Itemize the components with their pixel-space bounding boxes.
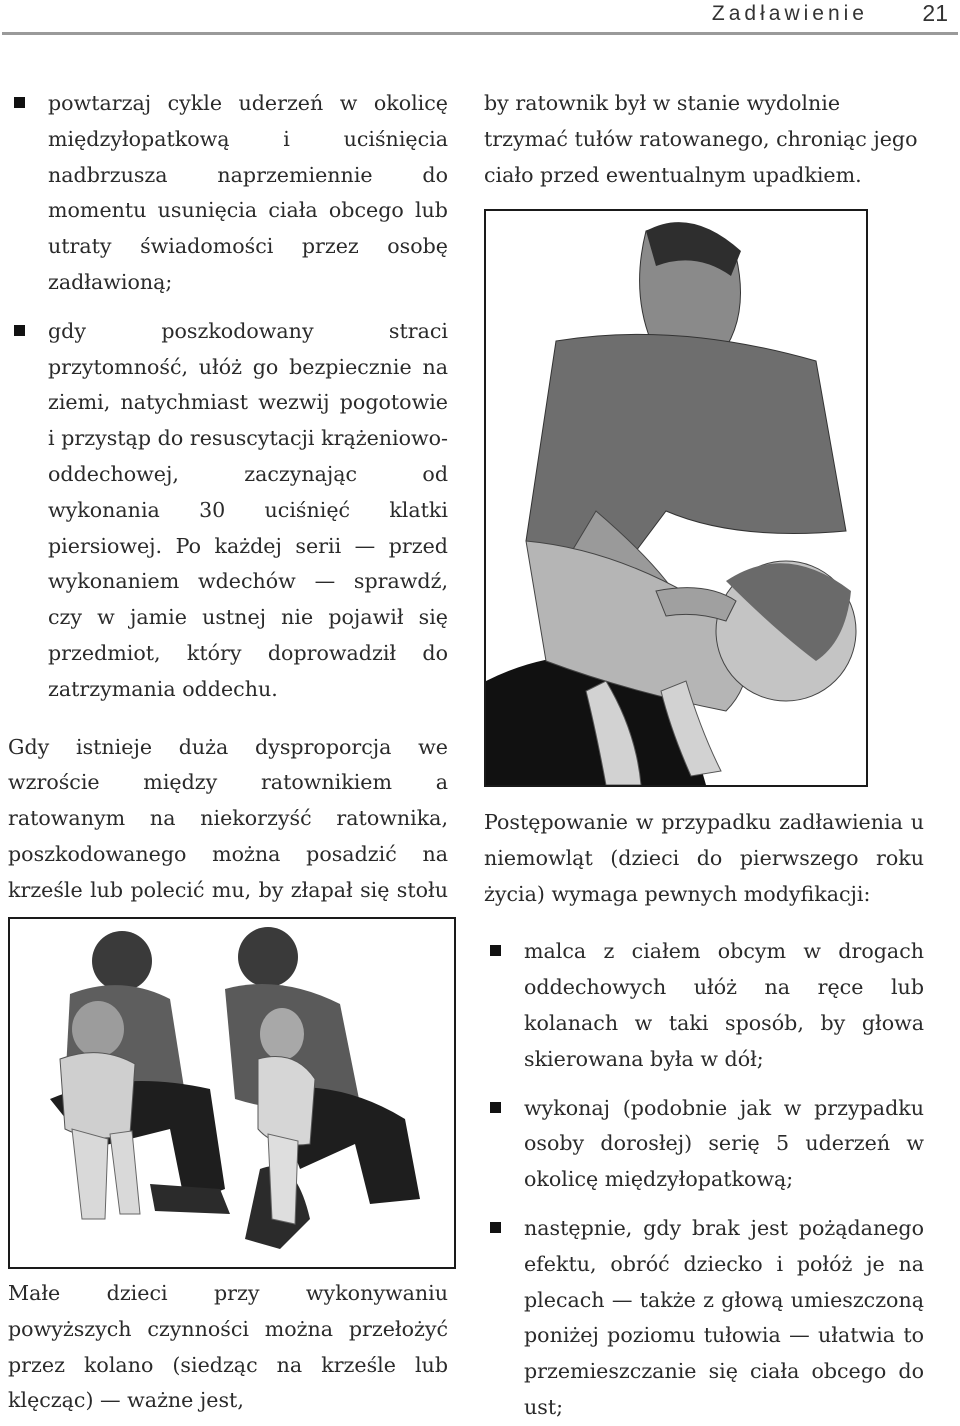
left-column bbox=[8, 86, 448, 1016]
list-item-text: następnie, gdy brak jest pożądanego efektu, obróć dziecko i połóż je na plecach — także z głową umieszczoną poniżej poziomu tułowia — ułatwia to przemieszczanie się ciała obcego do ust; bbox=[524, 1215, 924, 1419]
list-item-text: malca z ciałem obcym w drogach oddechowych ułóż na ręce lub kolanach w taki sposób, by głowa skierowana była w dół; bbox=[524, 939, 924, 1071]
illustration-child-over-knee bbox=[8, 917, 456, 1269]
illustration-child-held-forward bbox=[484, 209, 868, 787]
body-paragraph: by ratownik był w stanie wydolnie trzymać tułów ratowanego, chroniąc jego ciało przed ewentualnym upadkiem. bbox=[484, 91, 918, 187]
list-item-text: powtarzaj cykle uderzeń w okolicę międzyłopatkową i uciśnięcia nadbrzusza naprzemiennie do momentu usunięcia ciała obcego lub utraty świadomości przez osobę zadławioną; bbox=[48, 91, 448, 294]
list-item bbox=[484, 1091, 924, 1198]
bullet-square-icon bbox=[490, 1102, 501, 1113]
left-bottom-text bbox=[8, 1276, 448, 1419]
list-item bbox=[8, 314, 448, 708]
left-bullet-list bbox=[8, 86, 448, 708]
bullet-square-icon bbox=[14, 325, 25, 336]
right-lower-column bbox=[484, 805, 924, 1426]
bullet-square-icon bbox=[14, 97, 25, 108]
rescuer-illustration bbox=[10, 919, 454, 1267]
running-title: Zadławienie bbox=[711, 2, 868, 25]
right-bullet-list bbox=[484, 934, 924, 1425]
list-item bbox=[8, 86, 448, 301]
header-rule bbox=[2, 32, 958, 35]
list-item-text: gdy poszkodowany straci przytomność, ułóż go bezpiecznie na ziemi, natychmiast wezwij pogotowie i przystąp do resuscytacji krążeniowo-oddechowej, zaczynając od wykonania 30 uciśnięć klatki piersiowej. Po każdej serii — przed wykonaniem wdechów — sprawdź, czy w jamie ustnej nie pojawił się przedmiot, który doprowadził do zatrzymania oddechu. bbox=[48, 318, 448, 701]
right-column bbox=[484, 86, 924, 193]
page-header bbox=[0, 0, 960, 36]
bullet-square-icon bbox=[490, 1222, 501, 1233]
bullet-square-icon bbox=[490, 945, 501, 956]
page-number: 21 bbox=[922, 0, 948, 26]
rescuer-illustration bbox=[486, 211, 866, 785]
list-item bbox=[484, 1211, 924, 1426]
body-paragraph: Gdy istnieje duża dysproporcja we wzroście między ratownikiem a ratowanym na niekorzyść ratownika, poszkodowanego można posadzić na krześle lub polecić mu, by złapał się stołu bbox=[8, 734, 448, 902]
body-paragraph: Małe dzieci przy wykonywaniu powyższych czynności można przełożyć przez kolano (siedząc na krześle lub klęcząc) — ważne jest, bbox=[8, 1281, 448, 1413]
list-item-text: wykonaj (podobnie jak w przypadku osoby dorosłej) serię 5 uderzeń w okolicę międzyłopatkową; bbox=[524, 1095, 924, 1192]
body-paragraph: Postępowanie w przypadku zadławienia u niemowląt (dzieci do pierwszego roku życia) wymaga pewnych modyfikacji: bbox=[484, 810, 924, 906]
list-item bbox=[484, 934, 924, 1077]
